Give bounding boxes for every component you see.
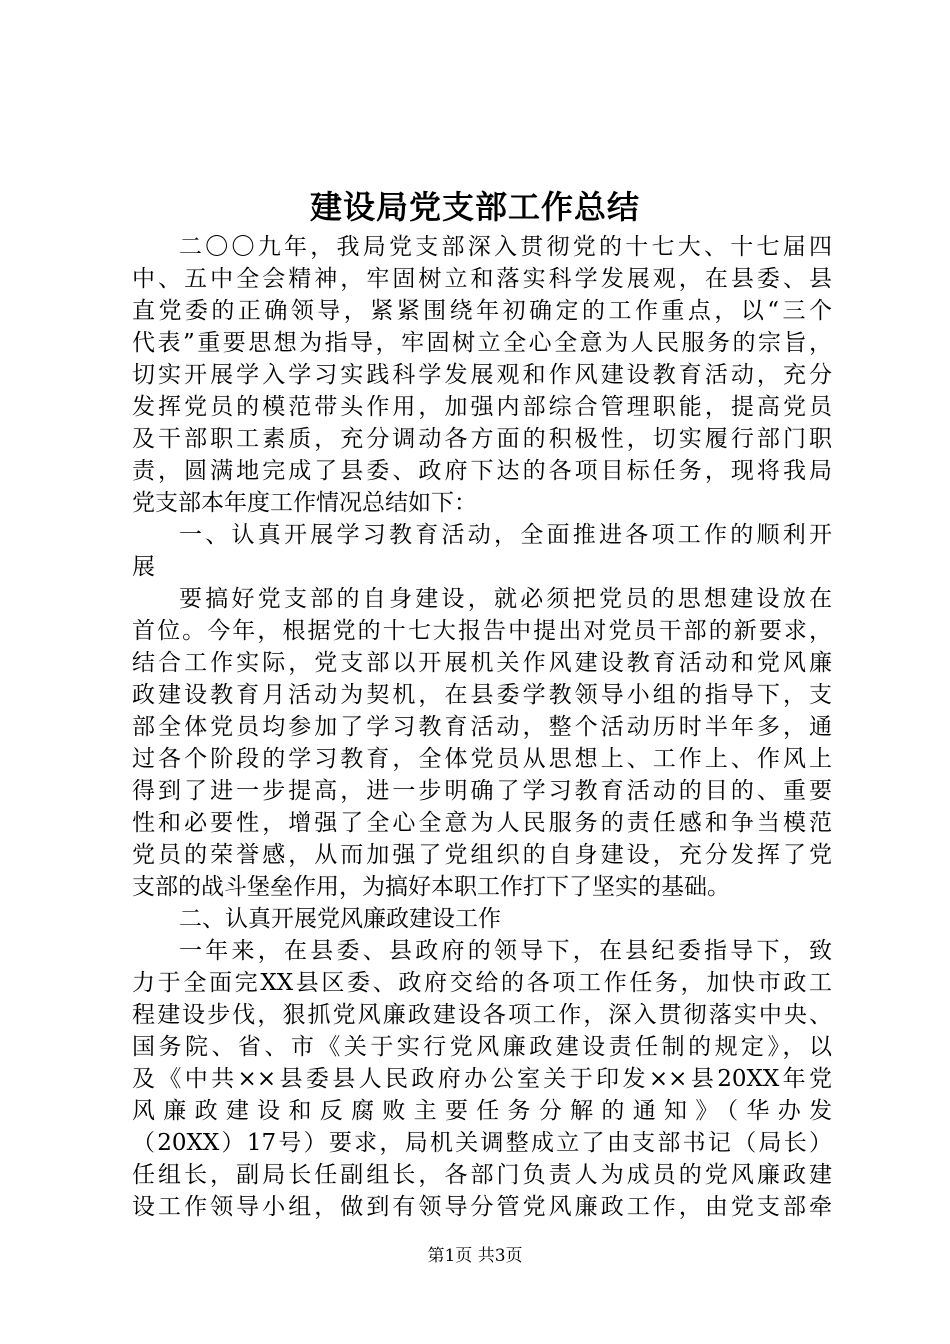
section-heading-line: 二、认真开展党风廉政建设工作 bbox=[179, 906, 501, 932]
paragraph-line: 政建设教育月活动为契机，在县委学教领导小组的指导下，支 bbox=[132, 682, 832, 708]
paragraph-line: 程建设步伐，狠抓党风廉政建设各项工作，深入贯彻落实中央、 bbox=[132, 1002, 832, 1028]
paragraph-line: 过各个阶段的学习教育，全体党员从思想上、工作上、作风上 bbox=[132, 746, 832, 772]
paragraph-line: 设工作领导小组，做到有领导分管党风廉政工作，由党支部牵 bbox=[132, 1194, 832, 1220]
paragraph-line: 代表”重要思想为指导，牢固树立全心全意为人民服务的宗旨， bbox=[132, 330, 832, 356]
paragraph-line: 结合工作实际，党支部以开展机关作风建设教育活动和党风廉 bbox=[132, 650, 832, 676]
paragraph-line: 风廉政建设和反腐败主要任务分解的通知》（华办发 bbox=[132, 1098, 832, 1124]
paragraph-line: 切实开展学入学习实践科学发展观和作风建设教育活动，充分 bbox=[132, 362, 832, 388]
paragraph-line: 责，圆满地完成了县委、政府下达的各项目标任务，现将我局 bbox=[132, 458, 832, 484]
paragraph-line: （20XX）17号）要求，局机关调整成立了由支部书记（局长） bbox=[132, 1130, 832, 1156]
section-heading-line: 展 bbox=[132, 554, 155, 580]
paragraph-line: 一年来，在县委、县政府的领导下，在县纪委指导下，致 bbox=[179, 938, 832, 964]
paragraph-line: 首位。今年，根据党的十七大报告中提出对党员干部的新要求， bbox=[132, 618, 832, 644]
paragraph-line: 支部的战斗堡垒作用，为搞好本职工作打下了坚实的基础。 bbox=[132, 874, 730, 900]
section-heading-line: 一、认真开展学习教育活动，全面推进各项工作的顺利开 bbox=[179, 522, 832, 548]
paragraph-line: 要搞好党支部的自身建设，就必须把党员的思想建设放在 bbox=[179, 586, 832, 612]
page-number-footer: 第1页 共3页 bbox=[427, 1246, 523, 1266]
paragraph-line: 任组长，副局长任副组长，各部门负责人为成员的党风廉政建 bbox=[132, 1162, 832, 1188]
paragraph-line: 中、五中全会精神，牢固树立和落实科学发展观，在县委、县 bbox=[132, 266, 832, 292]
document-body bbox=[132, 231, 832, 1223]
paragraph-line: 国务院、省、市《关于实行党风廉政建设责任制的规定》，以 bbox=[132, 1034, 832, 1060]
paragraph-line: 发挥党员的模范带头作用，加强内部综合管理职能，提高党员 bbox=[132, 394, 832, 420]
paragraph-line: 党员的荣誉感，从而加强了党组织的自身建设，充分发挥了党 bbox=[132, 842, 832, 868]
paragraph-line: 力于全面完XX县区委、政府交给的各项工作任务，加快市政工 bbox=[132, 970, 832, 996]
paragraph-line: 直党委的正确领导，紧紧围绕年初确定的工作重点，以“三个 bbox=[132, 298, 832, 324]
paragraph-line: 部全体党员均参加了学习教育活动，整个活动历时半年多，通 bbox=[132, 714, 832, 740]
paragraph-line: 性和必要性，增强了全心全意为人民服务的责任感和争当模范 bbox=[132, 810, 832, 836]
paragraph-line: 及《中共××县委县人民政府办公室关于印发××县20XX年党 bbox=[132, 1066, 832, 1092]
document-title: 建设局党支部工作总结 bbox=[309, 188, 640, 226]
paragraph-line: 党支部本年度工作情况总结如下： bbox=[132, 490, 477, 516]
paragraph-line: 得到了进一步提高，进一步明确了学习教育活动的目的、重要 bbox=[132, 778, 832, 804]
paragraph-line: 二〇〇九年，我局党支部深入贯彻党的十七大、十七届四 bbox=[179, 234, 832, 260]
paragraph-line: 及干部职工素质，充分调动各方面的积极性，切实履行部门职 bbox=[132, 426, 832, 452]
